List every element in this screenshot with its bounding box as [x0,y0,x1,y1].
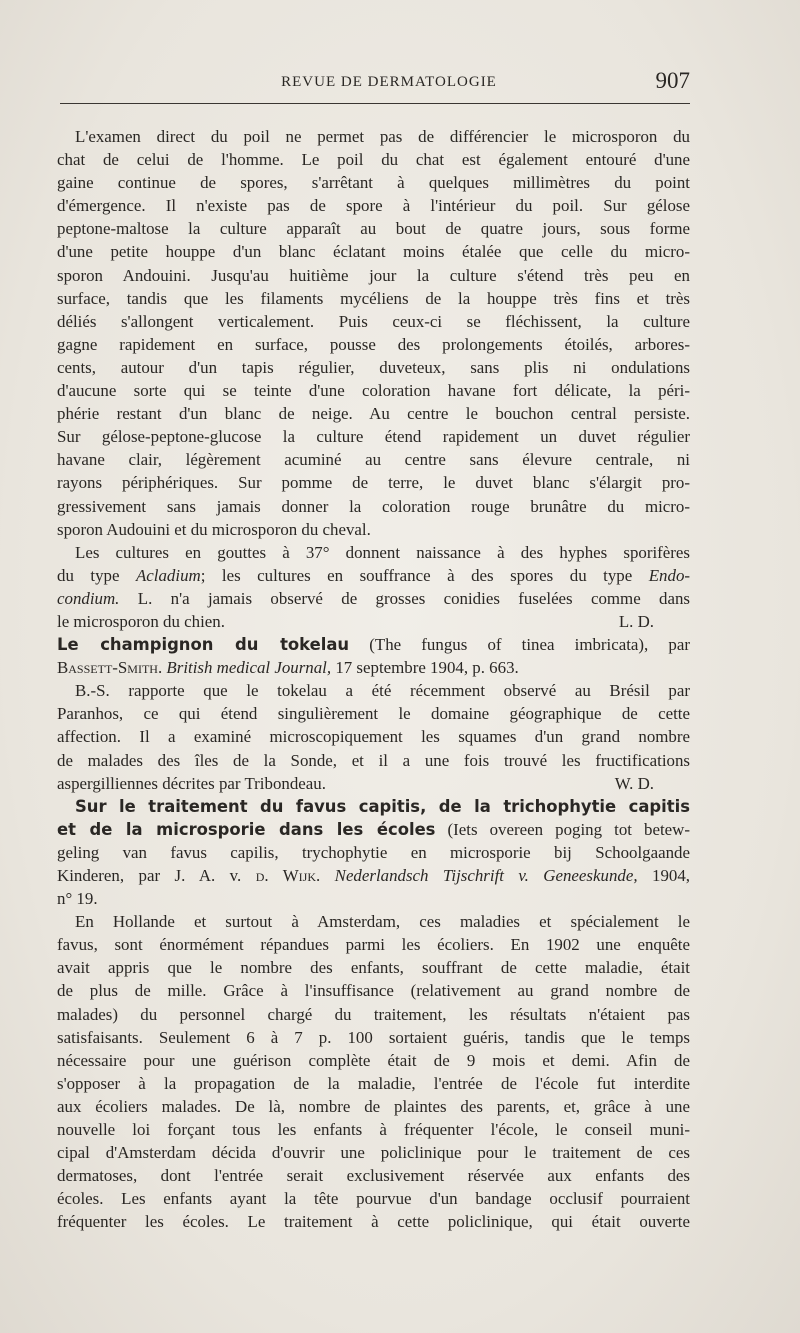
article-title: et de la microsporie dans les écoles [57,819,436,839]
text-line: geling van favus capilis, trychophytie en microsporie bij Schoolgaande [57,842,690,862]
signature: W. D. [614,773,654,793]
text-line: gagne rapidement en surface, pousse des prolongements étoilés, arbores- [57,334,690,354]
text-line: de plus de mille. Grâce à l'insuffisance (relativement au grand nombre de [57,981,690,1001]
text-line: sporon Audouini et du microsporon du cheval. [57,519,371,539]
section-microsporon [57,125,690,633]
text-line [57,564,690,587]
text-line: affection. Il a examiné microscopiquement les squames d'un grand nombre [57,727,690,747]
text-line: Sur gélose-peptone-glucose la culture étend rapidement un duvet régulier [57,427,690,447]
text-line: n° 19. [57,889,98,909]
text-line: s'opposer à la propagation de la maladie, l'entrée de l'école fut interdite [57,1073,690,1093]
article-title: Sur le traitement du favus capitis, de la trichophytie capitis [75,796,690,816]
text-line: fréquenter les écoles. Le traitement à cette policlinique, qui était ouverte [57,1212,690,1232]
text-line: chat de celui de l'homme. Le poil du chat est également entouré d'une [57,150,690,170]
page-number: 907 [655,68,690,93]
article-title: Le champignon du tokelau [57,635,350,655]
text-run: 17 septembre 1904, p. 663. [331,658,519,678]
text-line: Paranhos, ce qui étend singulièrement le domaine géographique de cette [57,704,690,724]
text-line: de malades des îles de la Sonde, et il a une fois trouvé les fructifications [57,750,690,770]
text-line: gaine continue de spores, s'arrêtant à quelques millimètres du point [57,173,690,193]
article-body [57,125,690,1234]
text-line: aux écoliers malades. De là, nombre de plaintes des parents, et, grâce à une [57,1096,690,1116]
text-run: (Iets overeen poging tot betew- [435,819,690,839]
text-line: En Hollande et surtout à Amsterdam, ces maladies et spécialement le [75,912,690,932]
text-line: B.-S. rapporte que le tokelau a été récemment observé au Brésil par [75,681,690,701]
text-line: cipal d'Amsterdam décida d'ouvrir une policlinique pour le traitement de ces [57,1143,690,1163]
text-line: nouvelle loi forçant tous les enfants à fréquenter l'école, le conseil muni- [57,1120,690,1140]
journal-name: British medical Journal, [166,658,332,678]
text-run: Kinderen, par J. A. v. [57,866,256,885]
text-line: rayons périphériques. Sur pomme de terre, le duvet blanc s'élargit pro- [57,473,690,493]
text-line: peptone-maltose la culture apparaît au bout de quatre jours, sous forme [57,219,690,239]
text-line: malades) du personnel chargé du traitement, les résultats n'étaient pas [57,1004,690,1024]
text-run: le microsporon du chien. [57,611,225,631]
text-line [57,587,690,610]
page-header [60,68,690,98]
text-line: d'émergence. Il n'existe pas de spore à l'intérieur du poil. Sur gélose [57,196,690,216]
text-line: phérie restant d'un blanc de neige. Au centre le bouchon central persiste. [57,404,690,424]
italic-term: condium. [57,588,120,608]
text-run: L. n'a jamais observé de grosses conidies fuselées comme dans [119,588,690,608]
text-line [57,818,690,841]
text-run: (The fungus of tinea imbricata), par [349,635,690,655]
text-line [57,864,690,887]
journal-name: Nederlandsch Tijschrift v. Geneeskunde, [320,866,638,885]
text-line: Les cultures en gouttes à 37° donnent naissance à des hyphes sporifères [75,542,690,562]
text-line: surface, tandis que les filaments mycéliens de la houppe très fins et très [57,288,690,308]
header-rule [60,103,690,104]
text-run: aspergilliennes décrites par Tribondeau. [57,773,326,793]
italic-term: Acladium [135,565,201,585]
italic-term: Endo- [648,565,691,585]
text-line: havane clair, légèrement acuminé au centre sans élevure centrale, ni [57,450,690,470]
text-run: du type [57,565,136,585]
text-line: favus, sont énormément répandues parmi les écoliers. En 1902 une enquête [57,935,690,955]
text-line: dermatoses, dont l'entrée serait exclusivement réservée aux enfants des [57,1166,690,1186]
text-line: cents, autour d'un tapis régulier, duveteux, sans plis ni ondulations [57,357,690,377]
text-line: d'une petite houppe d'un blanc éclatant moins étalée que celle du micro- [57,242,690,262]
text-line: satisfaisants. Seulement 6 à 7 p. 100 sortaient guéris, tandis que le temps [57,1027,690,1047]
section-tokelau [57,633,690,795]
text-line: gressivement sans jamais donner la coloration rouge brunâtre du micro- [57,496,690,516]
text-line: L'examen direct du poil ne permet pas de différencier le microsporon du [75,127,690,146]
text-line: avait appris que le nombre des enfants, souffrant de cette maladie, était [57,958,690,978]
text-line: écoles. Les enfants ayant la tête pourvue d'un bandage occlusif pourraient [57,1189,690,1209]
signature: L. D. [618,611,654,631]
text-run: 1904, [637,866,691,885]
author-name: Bassett-Smith. [57,658,163,678]
text-run: ; les cultures en souffrance à des spores du type [200,565,649,585]
text-line [57,772,690,795]
text-line: nécessaire pour une guérison complète était de 9 mois et demi. Afin de [57,1050,690,1070]
text-line [57,656,690,679]
text-line: sporon Andouini. Jusqu'au huitième jour la culture s'étend très peu en [57,265,690,285]
text-line: d'aucune sorte qui se teinte d'une coloration havane fort délicate, la péri- [57,381,690,401]
text-line: déliés s'allongent verticalement. Puis ceux-ci se fléchissent, la culture [57,311,690,331]
running-title: REVUE DE DERMATOLOGIE [281,74,497,90]
section-favus [57,795,690,1234]
author-name: d. Wijk. [255,866,321,885]
text-line [57,633,690,656]
text-line [57,610,690,633]
